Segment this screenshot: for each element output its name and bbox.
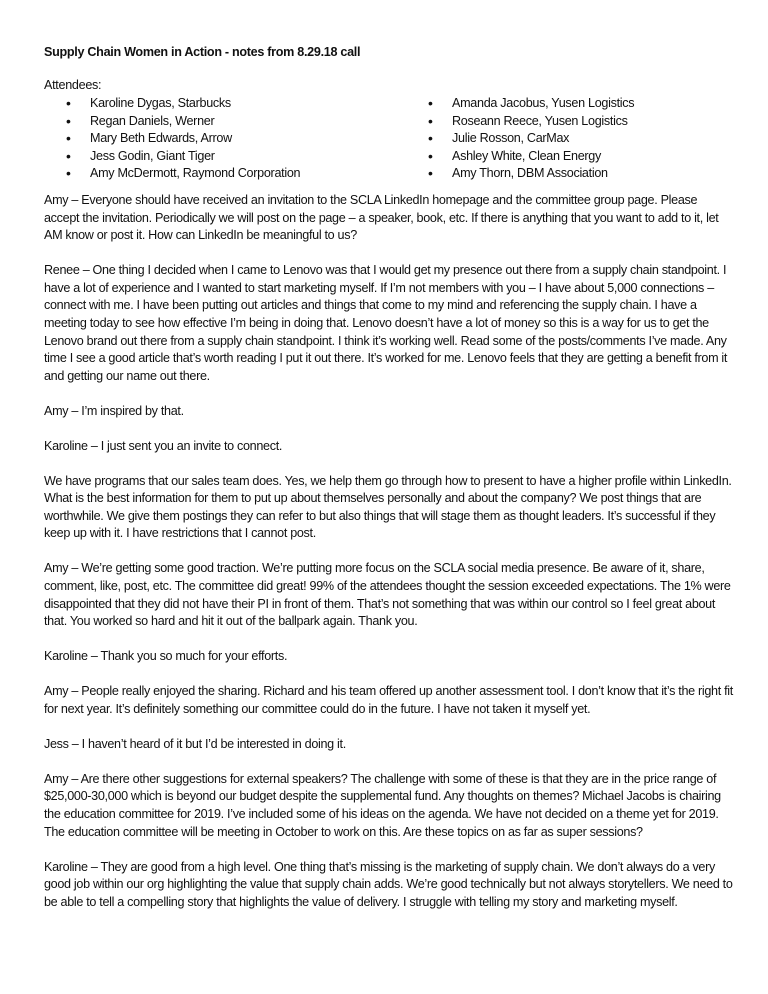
- note-paragraph: Amy – Everyone should have received an invitation to the SCLA LinkedIn homepage and the committee group page. Please accept the invitation. Periodically we will post on the page – a speaker, book, etc. If there is anything that you want to add to it, let AM know or post it. How can LinkedIn be meaningful to us?: [44, 192, 719, 243]
- note-paragraph: Karoline – Thank you so much for your efforts.: [44, 649, 288, 664]
- document-title: Supply Chain Women in Action - notes from 8.29.18 call: [44, 45, 361, 59]
- attendee-column-left: [44, 95, 428, 183]
- attendee-item: • Regan Daniels, Werner: [66, 113, 428, 131]
- note-paragraph: Amy – People really enjoyed the sharing. Richard and his team offered up another assessment tool. I don’t know that it’s the right fit for next year. It’s definitely something our committee could do in the future. I have not taken it myself yet.: [44, 684, 733, 716]
- note-paragraph: Amy – We’re getting some good traction. We’re putting more focus on the SCLA social media presence. Be aware of it, share, comment, like, post, etc. The committee did great! 99% of the attendees thought the session exceeded expectations. The 1% were disappointed that they did not have their PI in front of them. That’s not something that was within our control so I feel great about that. You worked so hard and hit it out of the ballpark again. Thank you.: [44, 561, 731, 629]
- attendee-item: • Amy McDermott, Raymond Corporation: [66, 165, 428, 183]
- attendee-column-right: [428, 95, 634, 183]
- attendee-item: • Julie Rosson, CarMax: [428, 130, 634, 148]
- note-paragraph: Amy – Are there other suggestions for external speakers? The challenge with some of these is that they are in the price range of $25,000-30,000 which is beyond our budget despite the supplemental fund. Any thoughts on themes? Michael Jacobs is chairing the education committee for 2019. I’ve included some of his ideas on the agenda. We have not decided on a theme yet for 2019. The education committee will be meeting in October to work on this. Are these topics on as far as super sessions?: [44, 771, 721, 839]
- note-paragraph: Karoline – I just sent you an invite to connect.: [44, 438, 283, 453]
- note-paragraph: Jess – I haven’t heard of it but I’d be interested in doing it.: [44, 736, 346, 751]
- attendee-list: [44, 95, 724, 183]
- attendee-item: • Jess Godin, Giant Tiger: [66, 148, 428, 166]
- attendee-item: • Ashley White, Clean Energy: [428, 148, 634, 166]
- attendee-item: • Amanda Jacobus, Yusen Logistics: [428, 95, 634, 113]
- note-paragraph: Renee – One thing I decided when I came to Lenovo was that I would get my presence out there from a supply chain standpoint. I have a lot of experience and I wanted to start marketing myself. If I’m not members with you – I have about 5,000 connections – connect with me. I have been putting out articles and things that come to my mind and referencing the supply chain. I have a meeting today to see how effective I’m being in doing that. Lenovo doesn’t have a lot of money so this is a way for us to get the Lenovo brand out there from a supply chain standpoint. I think it’s working well. Read some of the posts/comments I’ve made. Any time I see a good article that’s worth reading I put it out there. It’s worked for me. Lenovo feels that they are getting a benefit from it and getting our name out there.: [44, 263, 728, 383]
- attendee-item: • Roseann Reece, Yusen Logistics: [428, 113, 634, 131]
- note-paragraph: We have programs that our sales team does. Yes, we help them go through how to present to have a higher profile within LinkedIn. What is the best information for them to put up about themselves personally and about the company? We post things that are worthwhile. We give them postings they can refer to but also things that will stage them as thought leaders. It’s successful if they keep up with it. I have restrictions that I cannot post.: [44, 473, 732, 541]
- note-paragraph: Karoline – They are good from a high level. One thing that’s missing is the marketing of supply chain. We don’t always do a very good job within our org highlighting the value that supply chain adds. We’re good technically but not always storytellers. We need to be able to tell a compelling story that highlights the value of delivery. I struggle with telling my story and marketing myself.: [44, 859, 733, 909]
- attendee-item: • Karoline Dygas, Starbucks: [66, 95, 428, 113]
- attendee-item: • Mary Beth Edwards, Arrow: [66, 130, 428, 148]
- attendees-label: Attendees:: [44, 78, 102, 92]
- note-paragraph: Amy – I’m inspired by that.: [44, 403, 184, 418]
- attendee-item: • Amy Thorn, DBM Association: [428, 165, 634, 183]
